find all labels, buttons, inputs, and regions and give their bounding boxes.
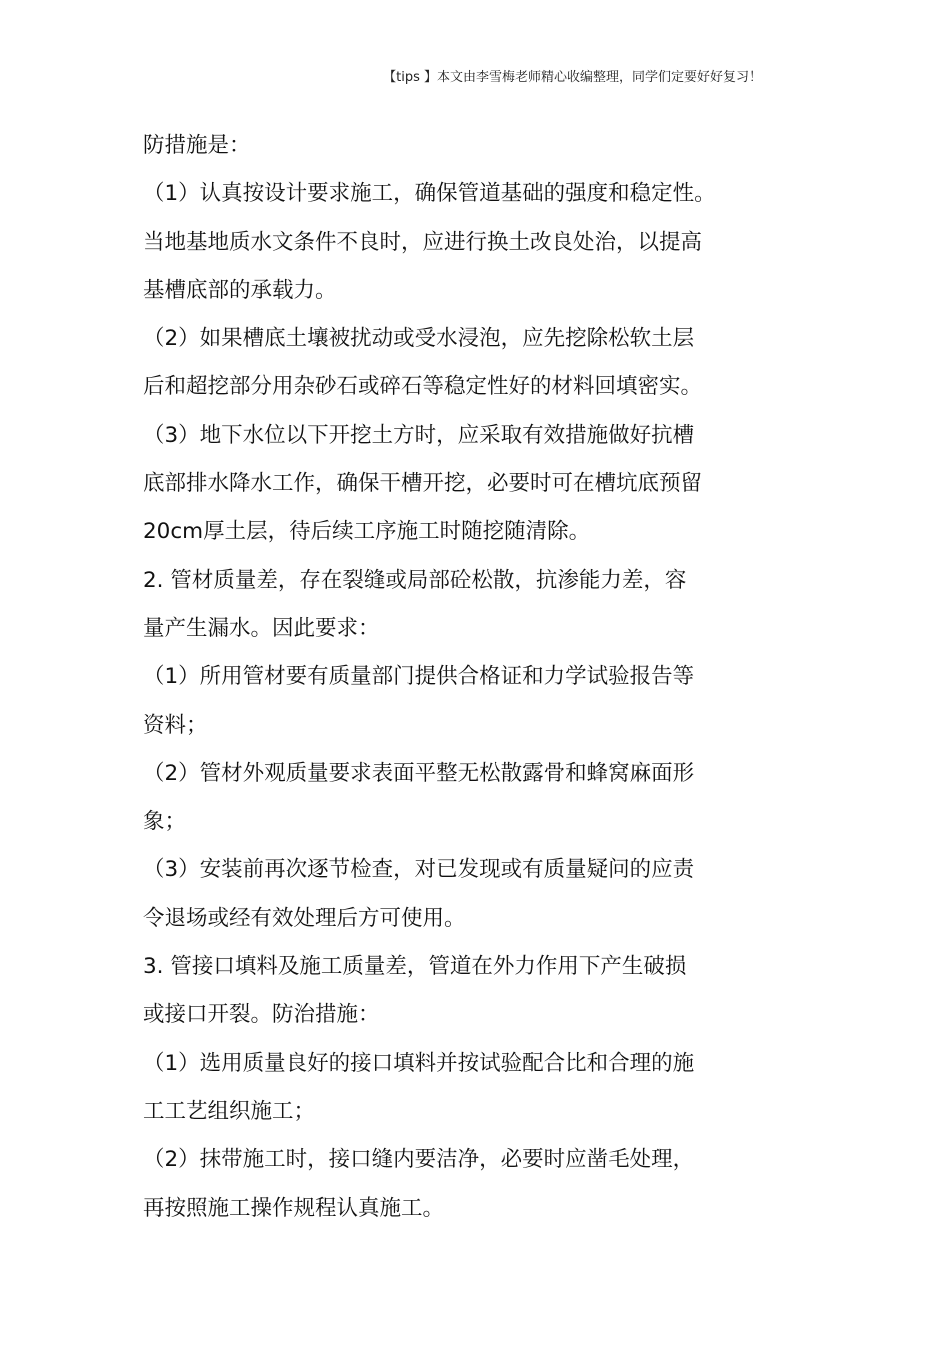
- text-line: 资料；: [143, 712, 208, 738]
- text-line: 或接口开裂。防治措施：: [143, 1002, 380, 1028]
- text-line: 后和超挖部分用杂砂石或碎石等稳定性好的材料回填密实。: [143, 374, 703, 400]
- text-line: （1）选用质量良好的接口填料并按试验配合比和合理的施: [143, 1050, 695, 1076]
- text-line: 基槽底部的承载力。: [143, 277, 337, 303]
- text-line: 工工艺组织施工；: [143, 1098, 316, 1124]
- text-line: （1）所用管材要有质量部门提供合格证和力学试验报告等: [143, 664, 695, 690]
- text-line: （2）抹带施工时，接口缝内要洁净，必要时应凿毛处理，: [143, 1147, 695, 1173]
- document-body: [143, 128, 753, 1239]
- text-line: 量产生漏水。因此要求：: [143, 615, 380, 641]
- text-line: 再按照施工操作规程认真施工。: [143, 1195, 445, 1221]
- text-line: （2）管材外观质量要求表面平整无松散露骨和蜂窝麻面形: [143, 760, 695, 786]
- header-tip-note: 【tips 】本文由李雪梅老师精心收编整理，同学们定要好好复习！: [383, 70, 762, 85]
- text-line: 3. 管接口填料及施工质量差，管道在外力作用下产生破损: [143, 954, 687, 980]
- text-line: 20cm厚土层，待后续工序施工时随挖随清除。: [143, 519, 591, 545]
- text-line: 底部排水降水工作，确保干槽开挖，必要时可在槽坑底预留: [143, 471, 703, 497]
- text-line: 象；: [143, 809, 187, 835]
- text-line: 当地基地质水文条件不良时，应进行换土改良处治，以提高: [143, 229, 703, 255]
- text-line: （3）安装前再次逐节检查，对已发现或有质量疑问的应责: [143, 857, 695, 883]
- text-line: 防措施是：: [143, 133, 251, 158]
- text-line: 2. 管材质量差，存在裂缝或局部砼松散，抗渗能力差，容: [143, 567, 687, 593]
- text-line: （2）如果槽底土壤被扰动或受水浸泡，应先挖除松软土层: [143, 326, 695, 352]
- text-line: （3）地下水位以下开挖土方时，应采取有效措施做好抗槽: [143, 422, 695, 448]
- text-line: 令退场或经有效处理后方可使用。: [143, 905, 466, 931]
- text-line: （1）认真按设计要求施工，确保管道基础的强度和稳定性。: [143, 181, 716, 207]
